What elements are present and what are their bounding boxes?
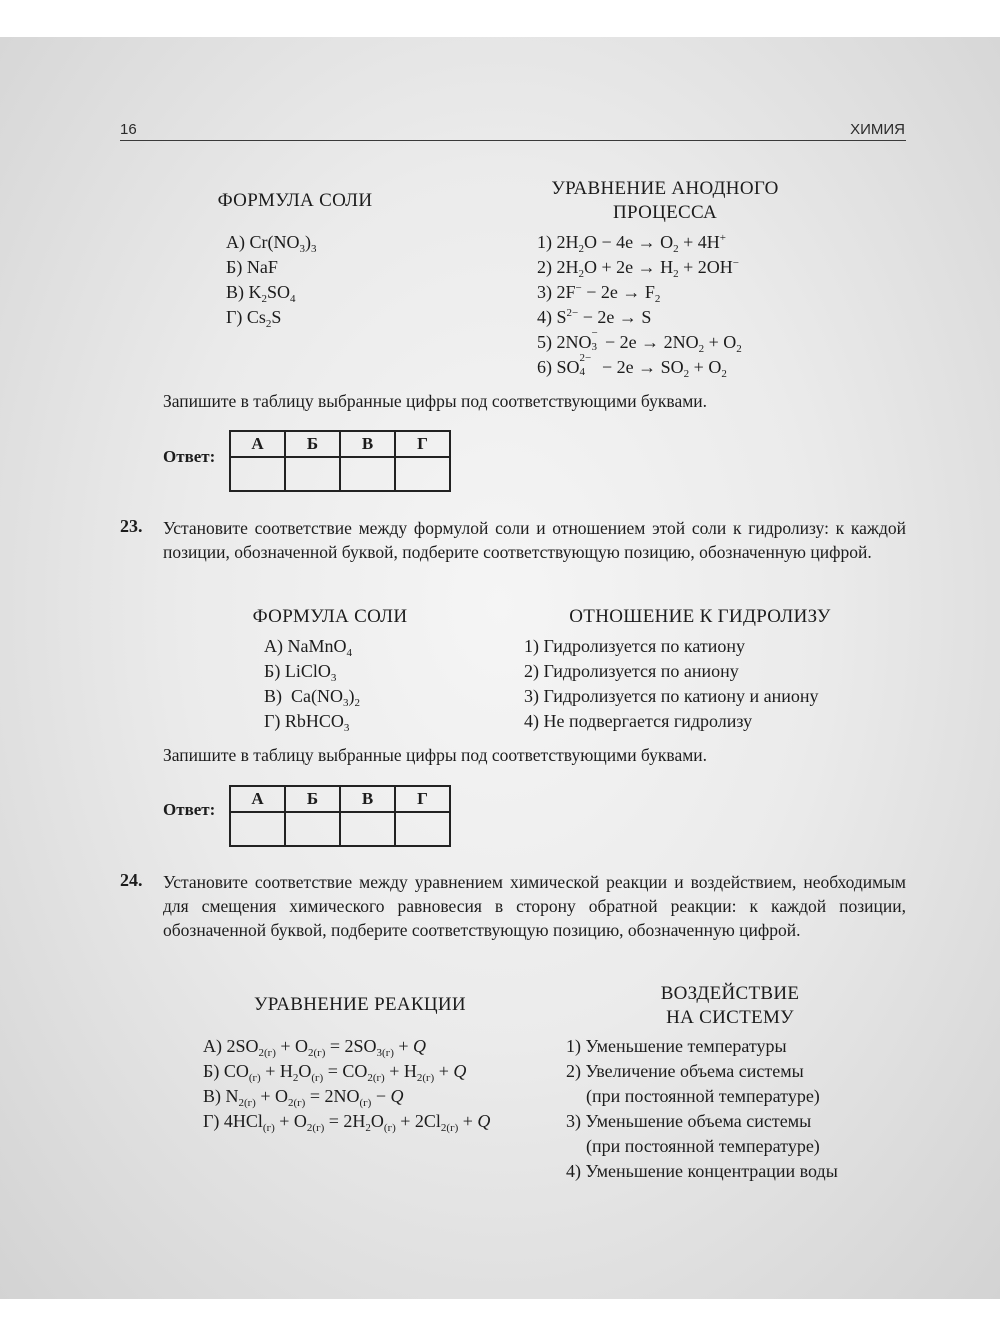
q22-equation-1: 1) $2H_2O - 4e \to O_2 + 4H^+$ (537, 232, 727, 255)
q23-option-b: Б) LiClO$_3$ (264, 661, 337, 684)
q22-left-title: ФОРМУЛА СОЛИ (217, 190, 373, 211)
q23-option-v: В) $Ca(NO_3)_2$ (264, 686, 360, 709)
q24-number: 24. (120, 870, 143, 890)
q22-salt-list (226, 230, 317, 330)
q22-answer-table (229, 430, 451, 492)
q24-effect-2: 2) Увеличение объема системы (566, 1061, 804, 1081)
q23-left-title: ФОРМУЛА СОЛИ (252, 606, 408, 627)
q22-equation-6: 6) SO 4 2− − $2e \to SO_2 + O_2$ (537, 352, 727, 380)
q24-effect-3: 3) Уменьшение объема системы (566, 1111, 812, 1131)
q22-equation-4: 4) $S^{2-} - 2e \to S$ (537, 307, 652, 327)
q23-answer-cell-a[interactable] (230, 812, 285, 846)
q23-item-3: 3) Гидролизуется по катиону и аниону (524, 686, 819, 706)
q22-answer-header-g: Г (395, 431, 450, 457)
q22-answer-cell-g[interactable] (395, 457, 450, 491)
q24-reaction-g: Г) $4HCl_{(г)} + O_{2(г)} = 2H_2O_{(г)} + 2Cl_{2(г)} + Q$ (203, 1111, 491, 1134)
q23-item-2: 2) Гидролизуется по аниону (524, 661, 739, 681)
q23-option-a: А) NaMnO$_4$ (264, 636, 352, 659)
q24-effect-2-note: (при постоянной температуре) (586, 1086, 820, 1106)
q23-item-4: 4) Не подвергается гидролизу (524, 711, 753, 731)
q24-reaction-list (203, 1034, 490, 1134)
q22-equation-2: 2) $2H_2O + 2e \to H_2 + 2OH^-$ (537, 257, 740, 280)
q23-answer-cell-b[interactable] (285, 812, 340, 846)
q22-anode-list (537, 230, 742, 380)
q24-left-title: УРАВНЕНИЕ РЕАКЦИИ (254, 994, 466, 1015)
q22-answer-cell-a[interactable] (230, 457, 285, 491)
q23-answer-header-g: Г (395, 786, 450, 812)
q22-equation-5: 5) 2NO 3 − − $2e \to 2NO_2 + O_2$ (537, 327, 742, 355)
q22-answer-label: Ответ: (163, 447, 216, 466)
q22-answer-cell-b[interactable] (285, 457, 340, 491)
q22-option-a: А) $Cr(NO_3)_3$ (226, 232, 317, 255)
q22-right-title: УРАВНЕНИЕ АНОДНОГО ПРОЦЕССА (551, 178, 779, 223)
q23-answer-header-v: В (340, 786, 395, 812)
page-number: 16 (120, 121, 137, 138)
header-divider (120, 140, 906, 141)
q24-effect-4: 4) Уменьшение концентрации воды (566, 1161, 838, 1181)
q23-right-title: ОТНОШЕНИЕ К ГИДРОЛИЗУ (569, 606, 831, 627)
q24-right-title: ВОЗДЕЙСТВИЕ НА СИСТЕМУ (660, 983, 800, 1028)
q24-text: Установите соответствие между уравнением химической реакции и воздействием, необходимым для смещения химического равновесия в сторону обратной реакции: к каждой позиции, обозначенной буквой, подберите соответствующую позицию, обозначенную цифрой. (163, 872, 906, 940)
q22-instruction: Запишите в таблицу выбранные цифры под соответствующими буквами. (163, 391, 708, 411)
q22-answer-cell-v[interactable] (340, 457, 395, 491)
q24-effect-3-note: (при постоянной температуре) (586, 1136, 820, 1156)
q23-answer-cell-g[interactable] (395, 812, 450, 846)
q22-equation-3: 3) $2F^- - 2e \to F_2$ (537, 282, 661, 305)
subject-title: ХИМИЯ (850, 121, 905, 138)
q22-option-b: Б) NaF (226, 257, 278, 277)
q23-number: 23. (120, 516, 143, 536)
q24-effect-list (566, 1034, 838, 1184)
q24-reaction-b: Б) $CO_{(г)} + H_2O_{(г)} = CO_{2(г)} + H_{2(г)} + Q$ (203, 1061, 467, 1084)
q22-option-v: В) $K_2SO_4$ (226, 282, 296, 305)
q22-answer-header-v: В (340, 431, 395, 457)
q24-reaction-a: А) $2SO_{2(г)} + O_{2(г)} = 2SO_{3(г)} + Q$ (203, 1036, 427, 1059)
page (0, 37, 1000, 1299)
q24-reaction-v: В) $N_{2(г)} + O_{2(г)} = 2NO_{(г)} - Q$ (203, 1086, 404, 1109)
q23-instruction: Запишите в таблицу выбранные цифры под соответствующими буквами. (163, 745, 708, 765)
q23-item-1: 1) Гидролизуется по катиону (524, 636, 745, 656)
q23-salt-list (264, 634, 360, 734)
q23-option-g: Г) RbHCO$_3$ (264, 711, 350, 734)
q23-text: Установите соответствие между формулой соли и отношением этой соли к гидролизу: к каждой позиции, обозначенной буквой, подберите соответствующую позицию, обозначенную цифрой. (163, 518, 906, 562)
q24-effect-1: 1) Уменьшение температуры (566, 1036, 787, 1056)
q23-hydrolysis-list (524, 634, 819, 734)
q23-answer-header-b: Б (285, 786, 340, 812)
q22-option-g: Г) $Cs_2S$ (226, 307, 282, 330)
q23-answer-label: Ответ: (163, 800, 216, 819)
q23-answer-cell-v[interactable] (340, 812, 395, 846)
q23-answer-table (229, 785, 451, 847)
q22-answer-header-b: Б (285, 431, 340, 457)
q22-answer-header-a: А (230, 431, 285, 457)
q23-answer-header-a: А (230, 786, 285, 812)
